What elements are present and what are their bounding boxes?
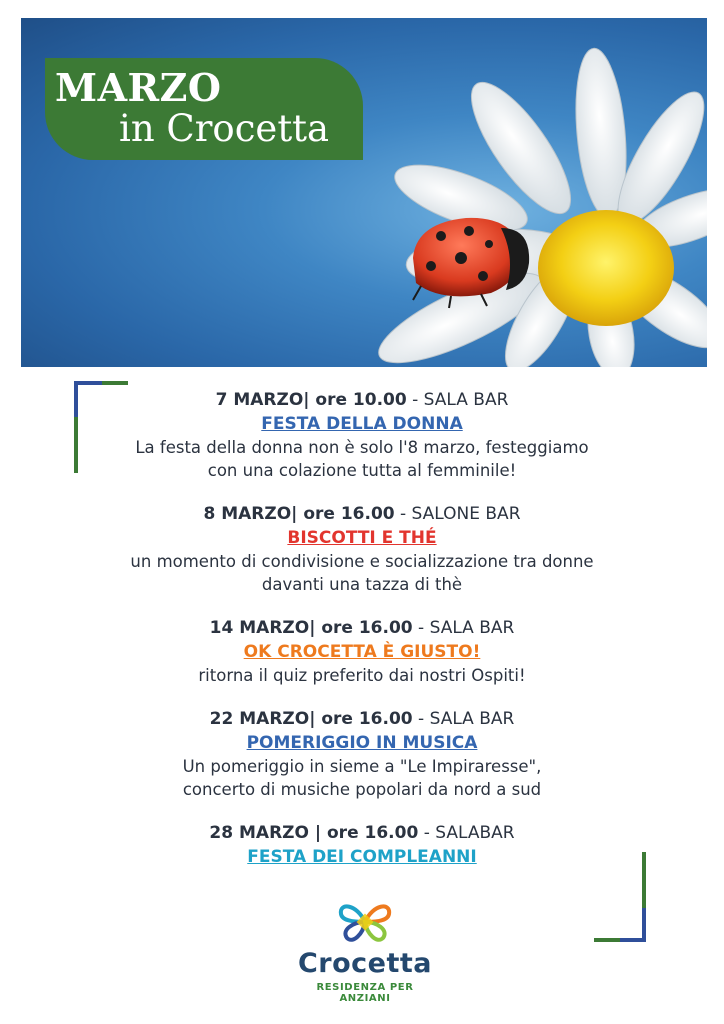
event-title: OK CROCETTA È GIUSTO! <box>243 642 481 662</box>
event-date: 14 MARZO <box>209 618 310 638</box>
event-date: 8 MARZO <box>203 504 292 524</box>
event-meta: 7 MARZO| ore 10.00 - SALA BAR <box>215 390 509 410</box>
event-description: concerto di musiche popolari da nord a sud <box>182 780 542 799</box>
butterfly-icon <box>337 900 393 944</box>
crocetta-logo <box>290 900 440 1004</box>
title-month: MARZO <box>55 65 222 110</box>
event-item <box>100 707 624 801</box>
event-date: 22 MARZO <box>209 709 310 729</box>
event-place: - SALONE BAR <box>400 504 521 524</box>
event-description: davanti una tazza di thè <box>261 575 463 594</box>
event-date: 28 MARZO <box>209 823 309 843</box>
logo-wordmark: Crocetta <box>297 948 433 979</box>
event-time: ore 16.00 <box>321 618 413 638</box>
event-time: ore 16.00 <box>321 709 413 729</box>
title-banner <box>45 58 363 160</box>
event-description: con una colazione tutta al femminile! <box>207 461 517 480</box>
title-subtitle: in Crocetta <box>119 107 330 150</box>
event-item <box>100 821 624 869</box>
event-title: FESTA DELLA DONNA <box>261 414 463 434</box>
event-place: - SALABAR <box>423 823 515 843</box>
event-meta: 14 MARZO| ore 16.00 - SALA BAR <box>209 618 515 638</box>
event-meta: 28 MARZO | ore 16.00 - SALABAR <box>209 823 515 843</box>
event-time: ore 16.00 <box>327 823 419 843</box>
event-description: Un pomeriggio in sieme a "Le Impiraresse", <box>182 757 542 776</box>
event-place: - SALA BAR <box>418 618 515 638</box>
event-description: La festa della donna non è solo l'8 marzo, festeggiamo <box>135 438 589 457</box>
event-description: ritorna il quiz preferito dai nostri Ospiti! <box>198 666 526 685</box>
event-description: un momento di condivisione e socializzazione tra donne <box>130 552 594 571</box>
event-title: BISCOTTI E THÉ <box>287 528 437 548</box>
events-list <box>100 388 624 889</box>
event-item <box>100 502 624 596</box>
event-date: 7 MARZO <box>215 390 304 410</box>
event-meta: 22 MARZO| ore 16.00 - SALA BAR <box>209 709 515 729</box>
event-meta: 8 MARZO| ore 16.00 - SALONE BAR <box>203 504 521 524</box>
event-title: POMERIGGIO IN MUSICA <box>246 733 478 753</box>
event-item <box>100 616 624 687</box>
event-item <box>100 388 624 482</box>
event-time: ore 10.00 <box>315 390 407 410</box>
logo-tagline: RESIDENZA PER ANZIANI <box>316 982 414 1004</box>
event-place: - SALA BAR <box>412 390 509 410</box>
event-title: FESTA DEI COMPLEANNI <box>247 847 477 867</box>
event-time: ore 16.00 <box>303 504 395 524</box>
hero-photo <box>21 18 707 367</box>
event-place: - SALA BAR <box>418 709 515 729</box>
